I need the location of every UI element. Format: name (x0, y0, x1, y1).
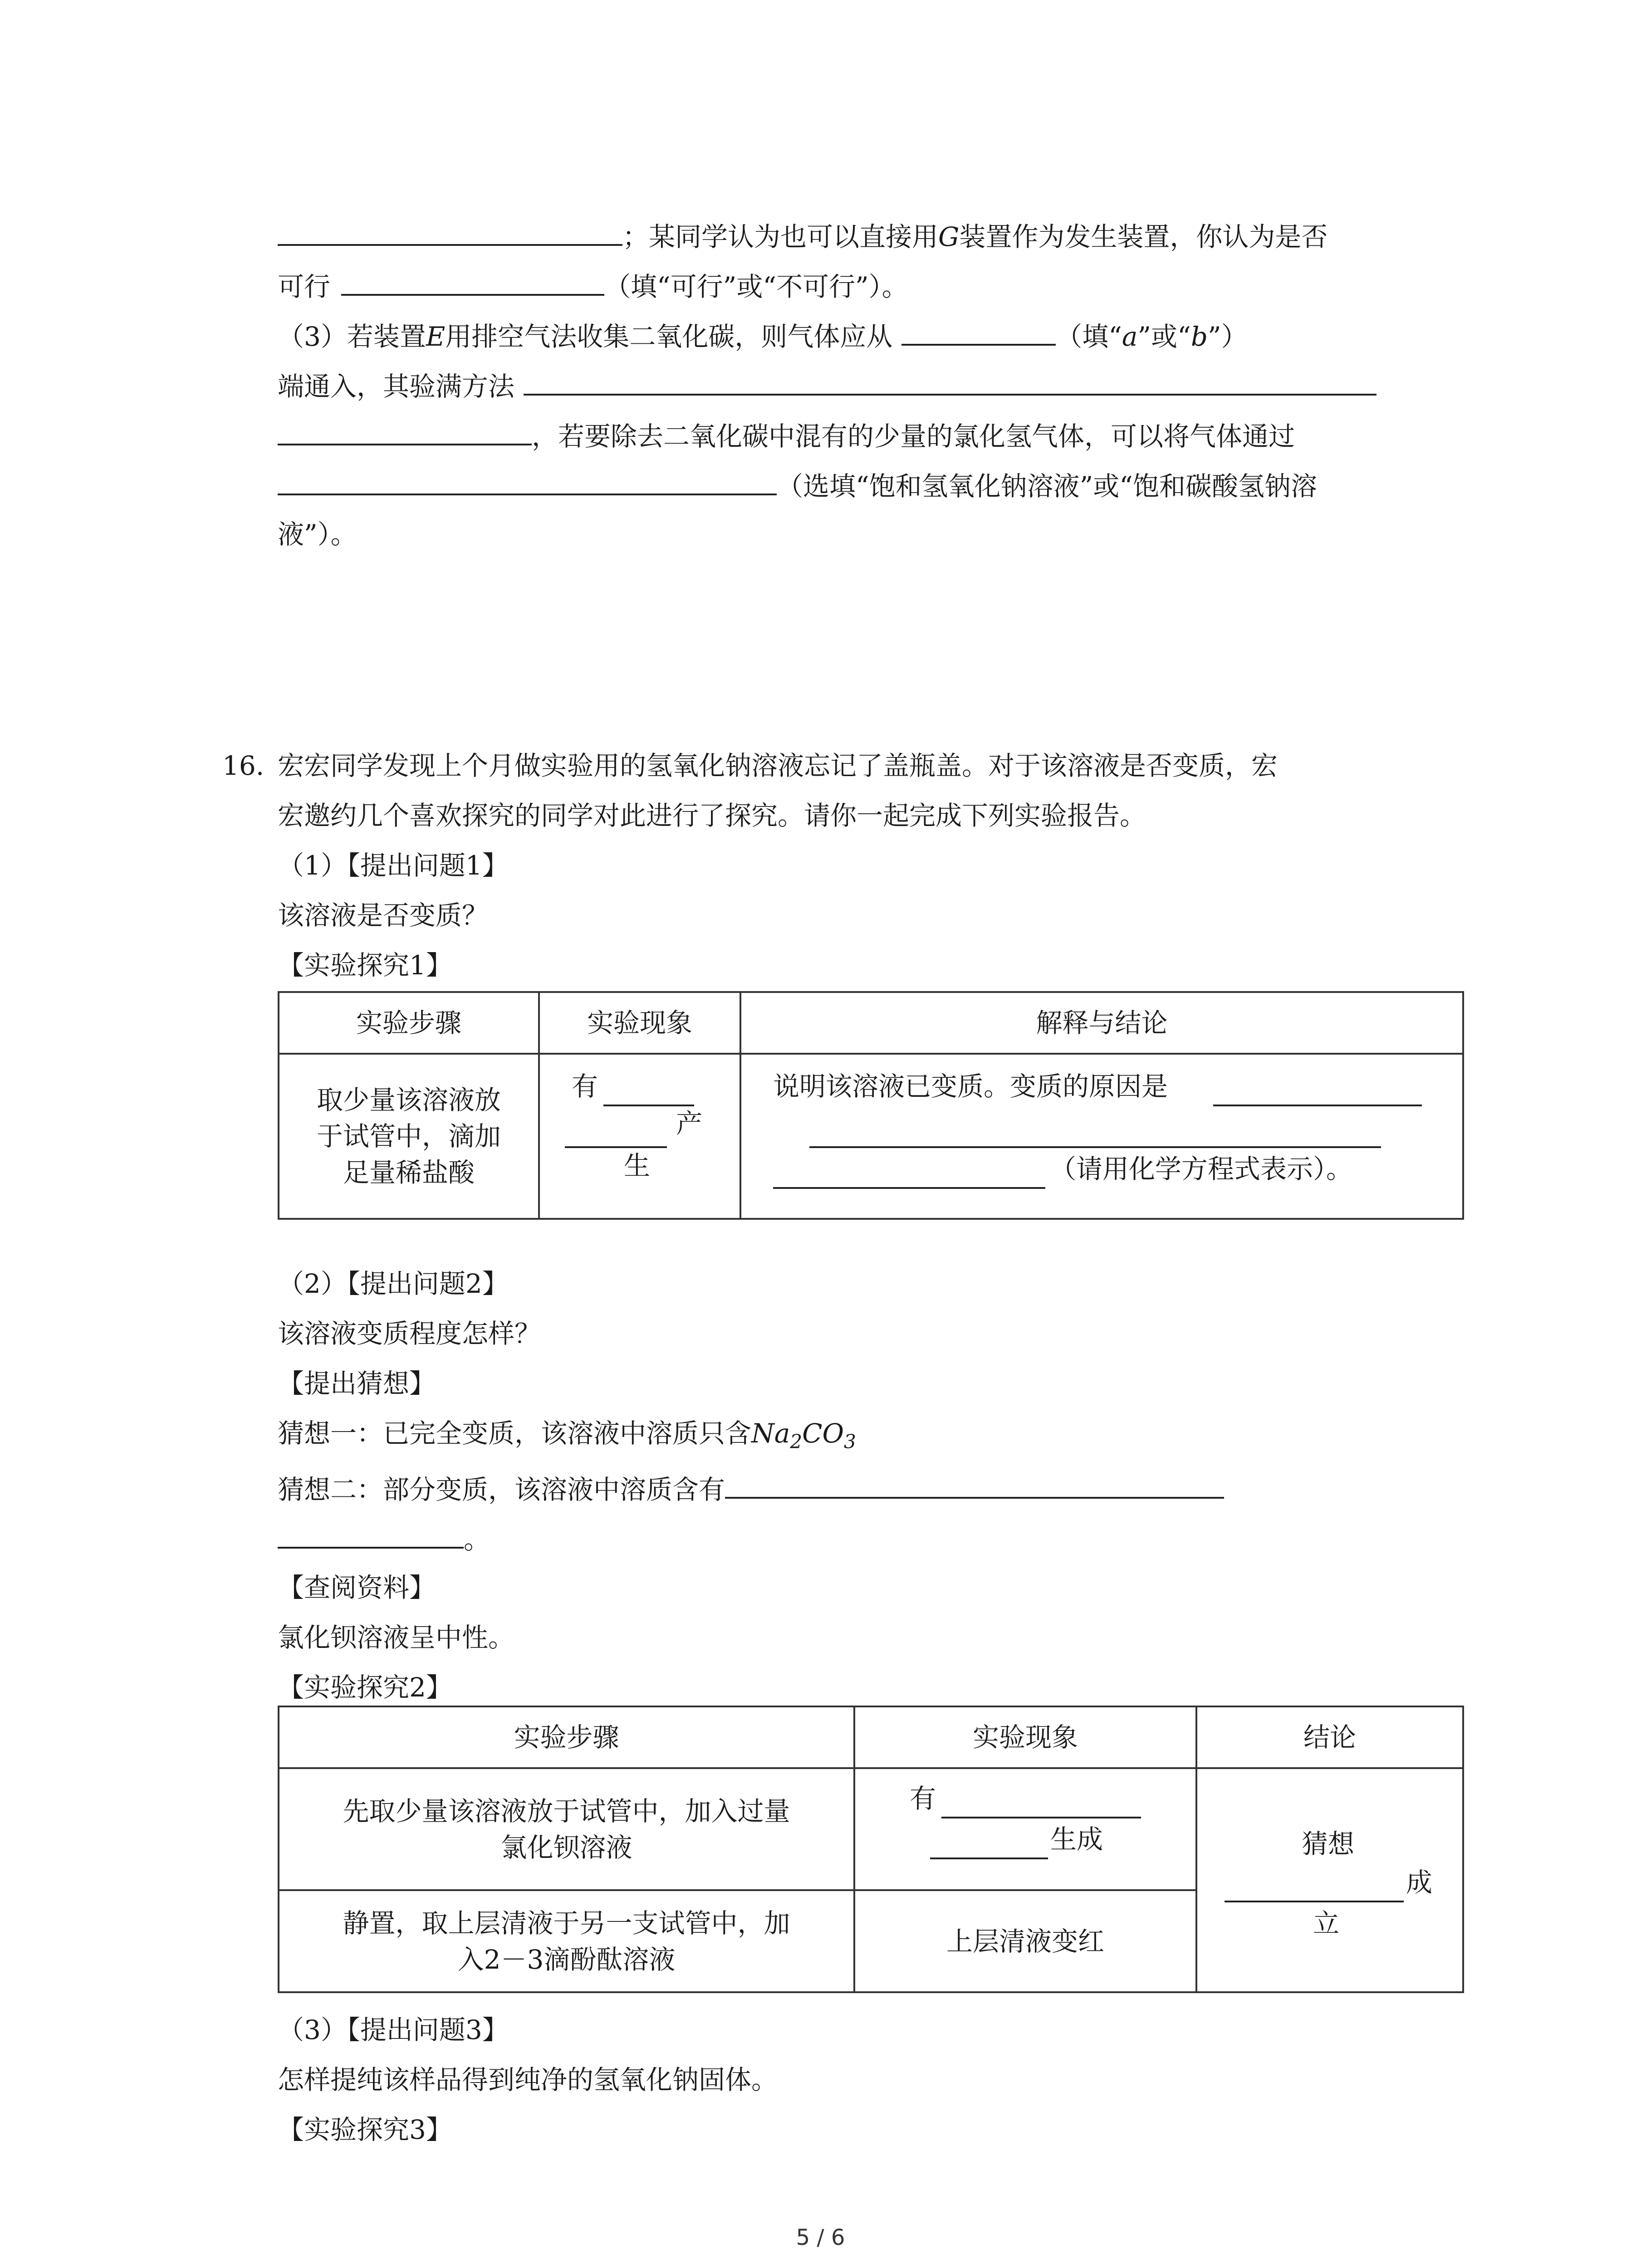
answer-blank[interactable] (773, 1160, 1045, 1189)
q16-intro-1: 宏宏同学发现上个月做实验用的氢氧化钠溶液忘记了盖瓶盖。对于该溶液是否变质，宏 (278, 750, 1278, 781)
line-4: 端通入，其验满方法 (278, 367, 1376, 403)
answer-blank[interactable] (901, 317, 1056, 346)
experiment-table-2 (278, 1706, 1464, 1993)
answer-blank[interactable] (278, 217, 622, 246)
table1-header-step: 实验步骤 (279, 992, 539, 1054)
line-2: 可行 （填“可行”或“不可行”）。 (278, 267, 908, 303)
p2-heading: （2）【提出问题2】 (278, 1268, 509, 1299)
p3-heading: （3）【提出问题3】 (278, 2014, 509, 2045)
line-1: ；某同学认为也可以直接用G装置作为发生装置，你认为是否 (278, 217, 1327, 253)
table2-conclusion-cell: 猜想 成 立 (1196, 1768, 1463, 1992)
formula-na2co3: $Na_2CO_3$ (751, 1418, 856, 1453)
table2-header-phenomenon: 实验现象 (854, 1706, 1196, 1768)
line-6: （选填“饱和氢氧化钠溶液”或“饱和碳酸氢钠溶 (278, 466, 1317, 503)
table2-row2-phenomenon: 上层清液变红 (854, 1890, 1196, 1992)
table1-header-conclusion: 解释与结论 (740, 992, 1463, 1054)
line-5: ，若要除去二氧化碳中混有的少量的氯化氢气体，可以将气体通过 (278, 416, 1295, 453)
answer-blank[interactable] (278, 1520, 464, 1549)
answer-blank[interactable] (278, 466, 777, 495)
experiment-table-1 (278, 991, 1464, 1220)
q16-intro-2: 宏邀约几个喜欢探究的同学对此进行了探究。请你一起完成下列实验报告。 (278, 800, 1146, 831)
p2-explore: 【实验探究2】 (278, 1672, 452, 1703)
table2-header-step: 实验步骤 (279, 1706, 854, 1768)
p2-guess-heading: 【提出猜想】 (278, 1368, 436, 1399)
p3-explore: 【实验探究3】 (278, 2114, 452, 2145)
guess-2-cont: 。 (278, 1520, 490, 1556)
p1-heading: （1）【提出问题1】 (278, 850, 509, 881)
table2-header-conclusion: 结论 (1196, 1706, 1463, 1768)
answer-blank[interactable] (565, 1119, 667, 1148)
table1-conclusion-cell: 说明该溶液已变质。变质的原因是 （请用化学方程式表示）。 (740, 1054, 1463, 1219)
ref-heading: 【查阅资料】 (278, 1572, 436, 1603)
table1-phenomenon-cell: 有 产 生 (539, 1054, 740, 1219)
answer-blank[interactable] (1213, 1077, 1422, 1106)
table1-step-cell: 取少量该溶液放 于试管中，滴加 足量稀盐酸 (279, 1054, 539, 1219)
answer-blank[interactable] (725, 1470, 1224, 1499)
p1-explore: 【实验探究1】 (278, 950, 452, 981)
ref-text: 氯化钡溶液呈中性。 (278, 1622, 515, 1653)
line-3: （3）若装置E用排空气法收集二氧化碳，则气体应从 （填“a”或“b”） (278, 317, 1248, 353)
answer-blank[interactable] (941, 1789, 1141, 1818)
p3-question: 怎样提纯该样品得到纯净的氢氧化钠固体。 (278, 2064, 778, 2095)
guess-2: 猜想二：部分变质，该溶液中溶质含有 (278, 1470, 1224, 1506)
answer-blank[interactable] (809, 1119, 1381, 1148)
page-number: 5 / 6 (796, 2225, 845, 2250)
table2-row1-phenomenon: 有 生成 (854, 1768, 1196, 1890)
line-7: 液”）。 (278, 519, 357, 550)
table2-row1-step: 先取少量该溶液放于试管中，加入过量 氯化钡溶液 (279, 1768, 854, 1890)
answer-blank[interactable] (603, 1077, 694, 1106)
answer-blank[interactable] (1225, 1873, 1404, 1902)
table2-row2-step: 静置，取上层清液于另一支试管中，加 入2－3滴酚酞溶液 (279, 1890, 854, 1992)
p2-question: 该溶液变质程度怎样？ (278, 1318, 541, 1349)
guess-1: 猜想一：已完全变质，该溶液中溶质只含$Na_2CO_3$ (278, 1418, 856, 1453)
table1-header-phenomenon: 实验现象 (539, 992, 740, 1054)
answer-blank[interactable] (278, 416, 532, 445)
answer-blank[interactable] (930, 1830, 1048, 1859)
question-number: 16. (222, 750, 265, 781)
answer-blank[interactable] (524, 367, 1376, 396)
answer-blank[interactable] (341, 267, 604, 296)
p1-question: 该溶液是否变质？ (278, 900, 489, 931)
